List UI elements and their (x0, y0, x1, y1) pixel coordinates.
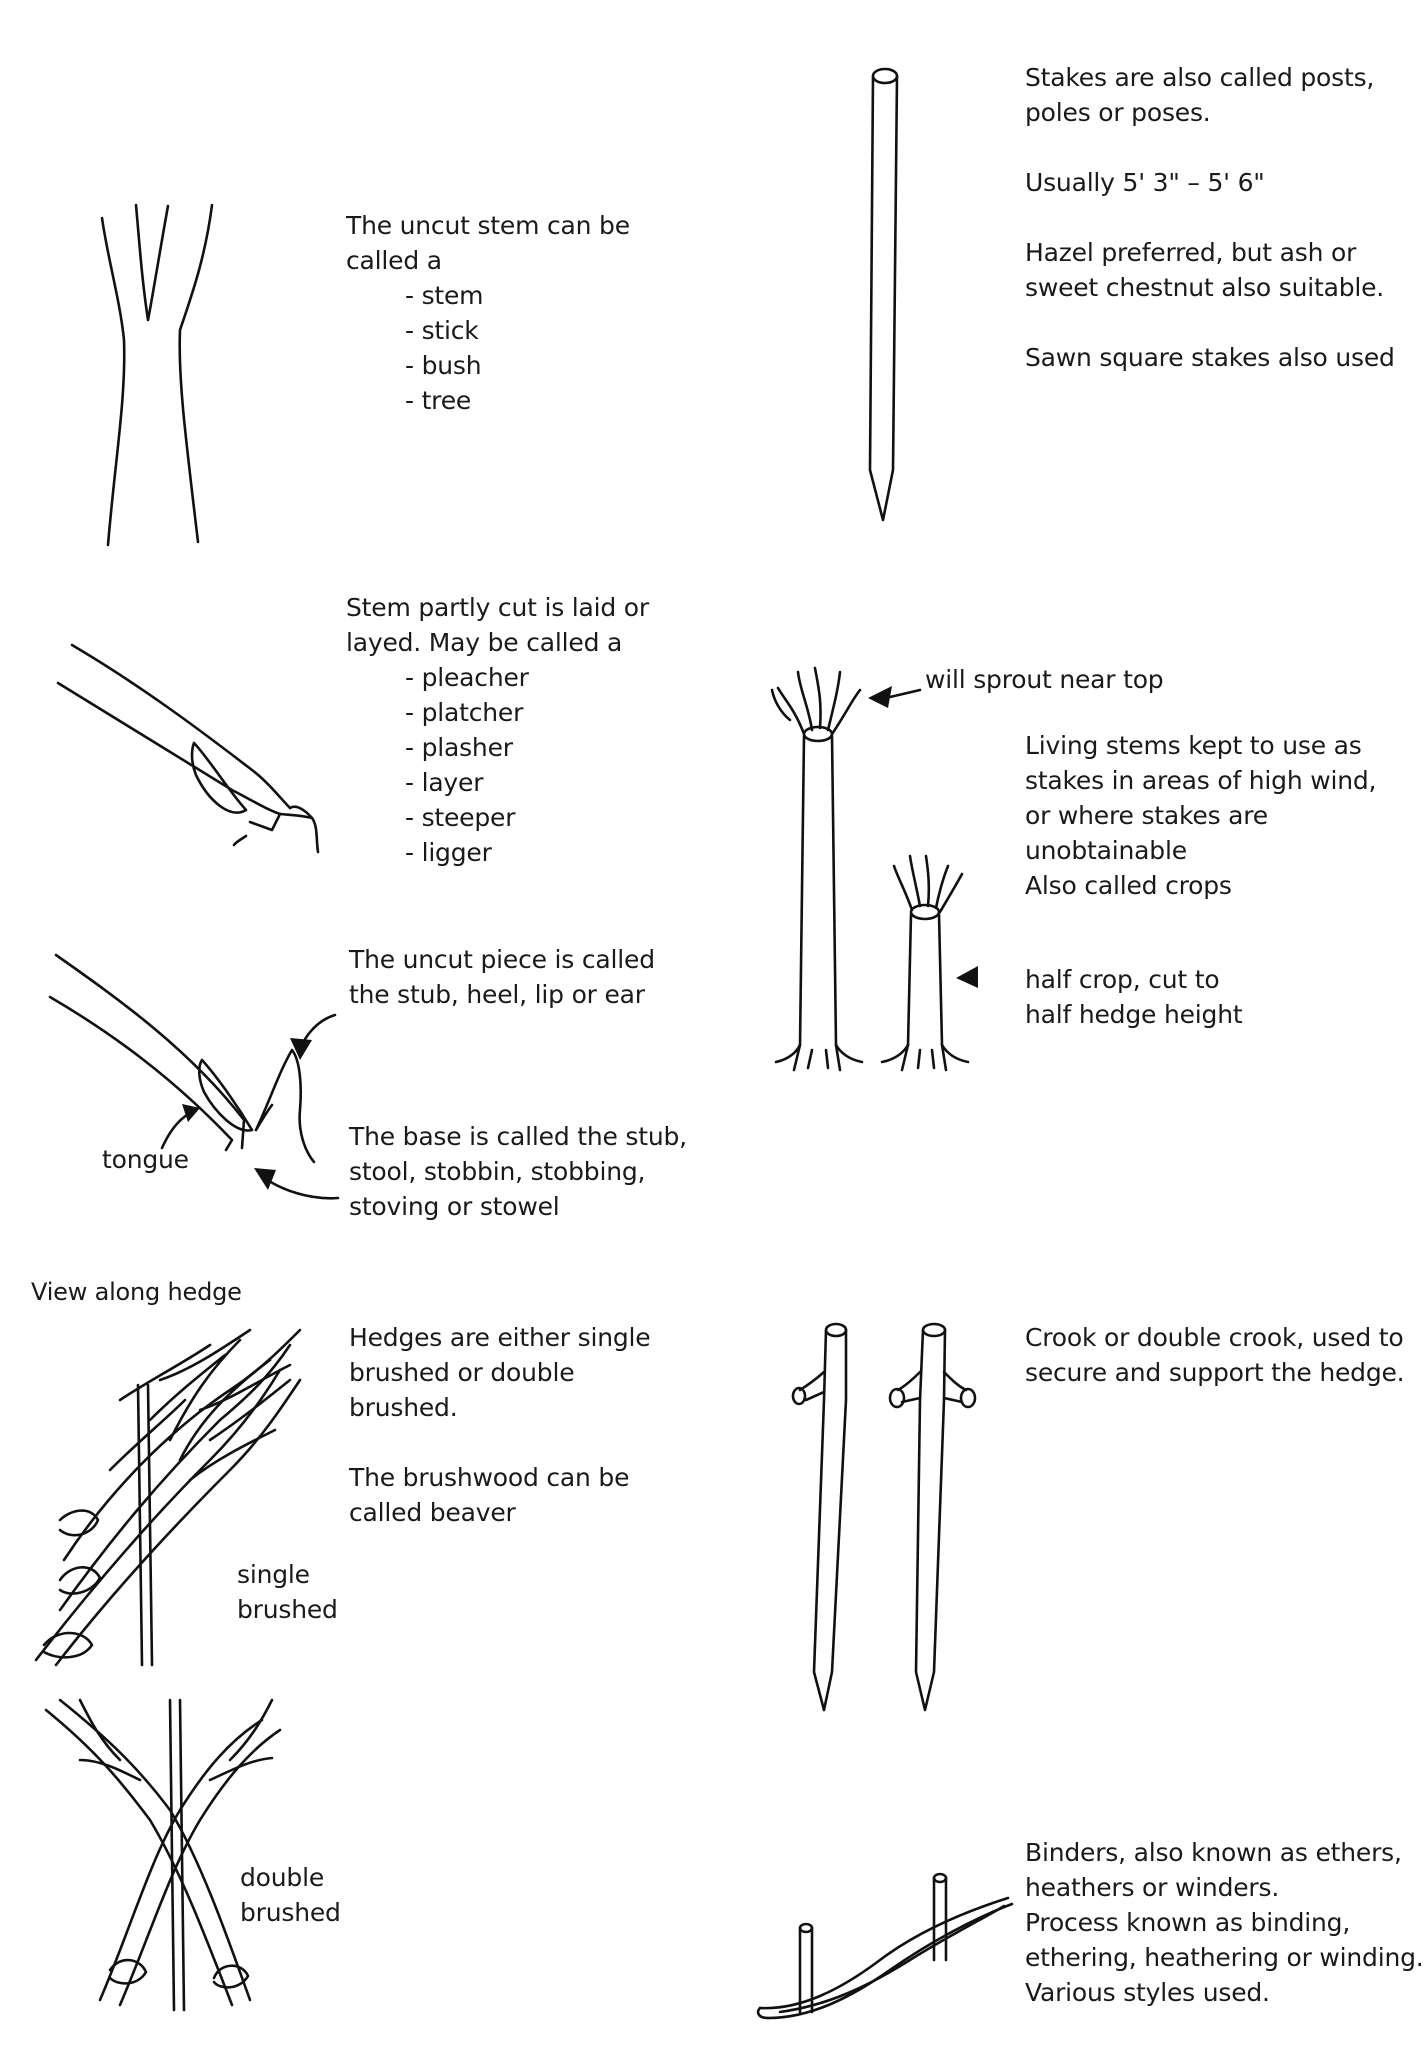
crook-line: secure and support the hedge. (1025, 1358, 1405, 1387)
uncut-piece-text (349, 942, 655, 1012)
beaver-line: called beaver (349, 1498, 516, 1527)
stakes-wood-1: Hazel preferred, but ash or (1025, 238, 1357, 267)
sprout-label-text: will sprout near top (925, 665, 1164, 694)
half-crop-line: half crop, cut to (1025, 965, 1220, 994)
crops-drawing (772, 668, 978, 1070)
tongue-label-text: tongue (102, 1145, 189, 1174)
base-line: The base is called the stub, (349, 1122, 687, 1151)
partly-cut-name: - steeper (405, 803, 516, 832)
crops-line: unobtainable (1025, 836, 1187, 865)
double-brushed-drawing (46, 1700, 280, 2010)
uncut-stem-drawing (102, 205, 212, 545)
uncut-stem-intro-2: called a (346, 246, 442, 275)
crops-line: Also called crops (1025, 871, 1232, 900)
crops-line: Living stems kept to use as (1025, 731, 1362, 760)
brushed-line: brushed. (349, 1393, 458, 1422)
view-label (31, 1275, 242, 1310)
brushed-line: Hedges are either single (349, 1323, 651, 1352)
crook-drawing (793, 1324, 975, 1710)
double-brushed-line: double (240, 1863, 325, 1892)
partly-cut-intro-1: Stem partly cut is laid or (346, 593, 649, 622)
binders-line: Various styles used. (1025, 1978, 1270, 2007)
binders-line: Binders, also known as ethers, (1025, 1838, 1402, 1867)
half-crop-line: half hedge height (1025, 1000, 1243, 1029)
brushed-line: brushed or double (349, 1358, 575, 1387)
stakes-text (1025, 60, 1395, 375)
partly-cut-name: - platcher (405, 698, 524, 727)
view-label-text: View along hedge (31, 1278, 242, 1306)
binders-line: ethering, heathering or winding. (1025, 1943, 1424, 1972)
stakes-size: Usually 5' 3" – 5' 6" (1025, 168, 1265, 197)
base-line: stool, stobbin, stobbing, (349, 1157, 646, 1186)
double-brushed-line: brushed (240, 1898, 341, 1927)
uncut-stem-name: - tree (405, 386, 472, 415)
single-brushed-line: single (237, 1560, 310, 1589)
uncut-piece-line: the stub, heel, lip or ear (349, 980, 645, 1009)
crops-line: or where stakes are (1025, 801, 1268, 830)
partly-cut-name: - layer (405, 768, 484, 797)
tongue-label (102, 1142, 189, 1177)
double-brushed-label (240, 1860, 341, 1930)
uncut-stem-name: - bush (405, 351, 482, 380)
pleacher-drawing (58, 645, 318, 852)
uncut-stem-text (346, 208, 630, 418)
uncut-stem-name: - stem (405, 281, 484, 310)
crops-text (1025, 728, 1376, 903)
crops-line: stakes in areas of high wind, (1025, 766, 1377, 795)
binders-drawing (758, 1874, 1012, 2018)
half-crop-text (1025, 962, 1242, 1032)
brushed-text (349, 1320, 650, 1530)
uncut-stem-intro-1: The uncut stem can be (346, 211, 630, 240)
single-brushed-label (237, 1557, 338, 1627)
stakes-line-1: Stakes are also called posts, (1025, 63, 1375, 92)
partly-cut-name: - pleacher (405, 663, 529, 692)
binders-line: Process known as binding, (1025, 1908, 1351, 1937)
partly-cut-name: - ligger (405, 838, 492, 867)
single-brushed-line: brushed (237, 1595, 338, 1624)
uncut-stem-name: - stick (405, 316, 479, 345)
stub-drawing (50, 955, 338, 1198)
partly-cut-text (346, 590, 649, 870)
stake-drawing (870, 69, 897, 520)
binders-line: heathers or winders. (1025, 1873, 1280, 1902)
crook-text (1025, 1320, 1404, 1390)
stakes-line-2: poles or poses. (1025, 98, 1211, 127)
sprout-label (925, 662, 1163, 697)
stakes-wood-2: sweet chestnut also suitable. (1025, 273, 1385, 302)
crook-line: Crook or double crook, used to (1025, 1323, 1404, 1352)
binders-text (1025, 1835, 1424, 2010)
base-line: stoving or stowel (349, 1192, 560, 1221)
stakes-sawn: Sawn square stakes also used (1025, 343, 1395, 372)
base-text (349, 1119, 687, 1224)
beaver-line: The brushwood can be (349, 1463, 630, 1492)
partly-cut-intro-2: layed. May be called a (346, 628, 623, 657)
uncut-piece-line: The uncut piece is called (349, 945, 655, 974)
partly-cut-name: - plasher (405, 733, 513, 762)
